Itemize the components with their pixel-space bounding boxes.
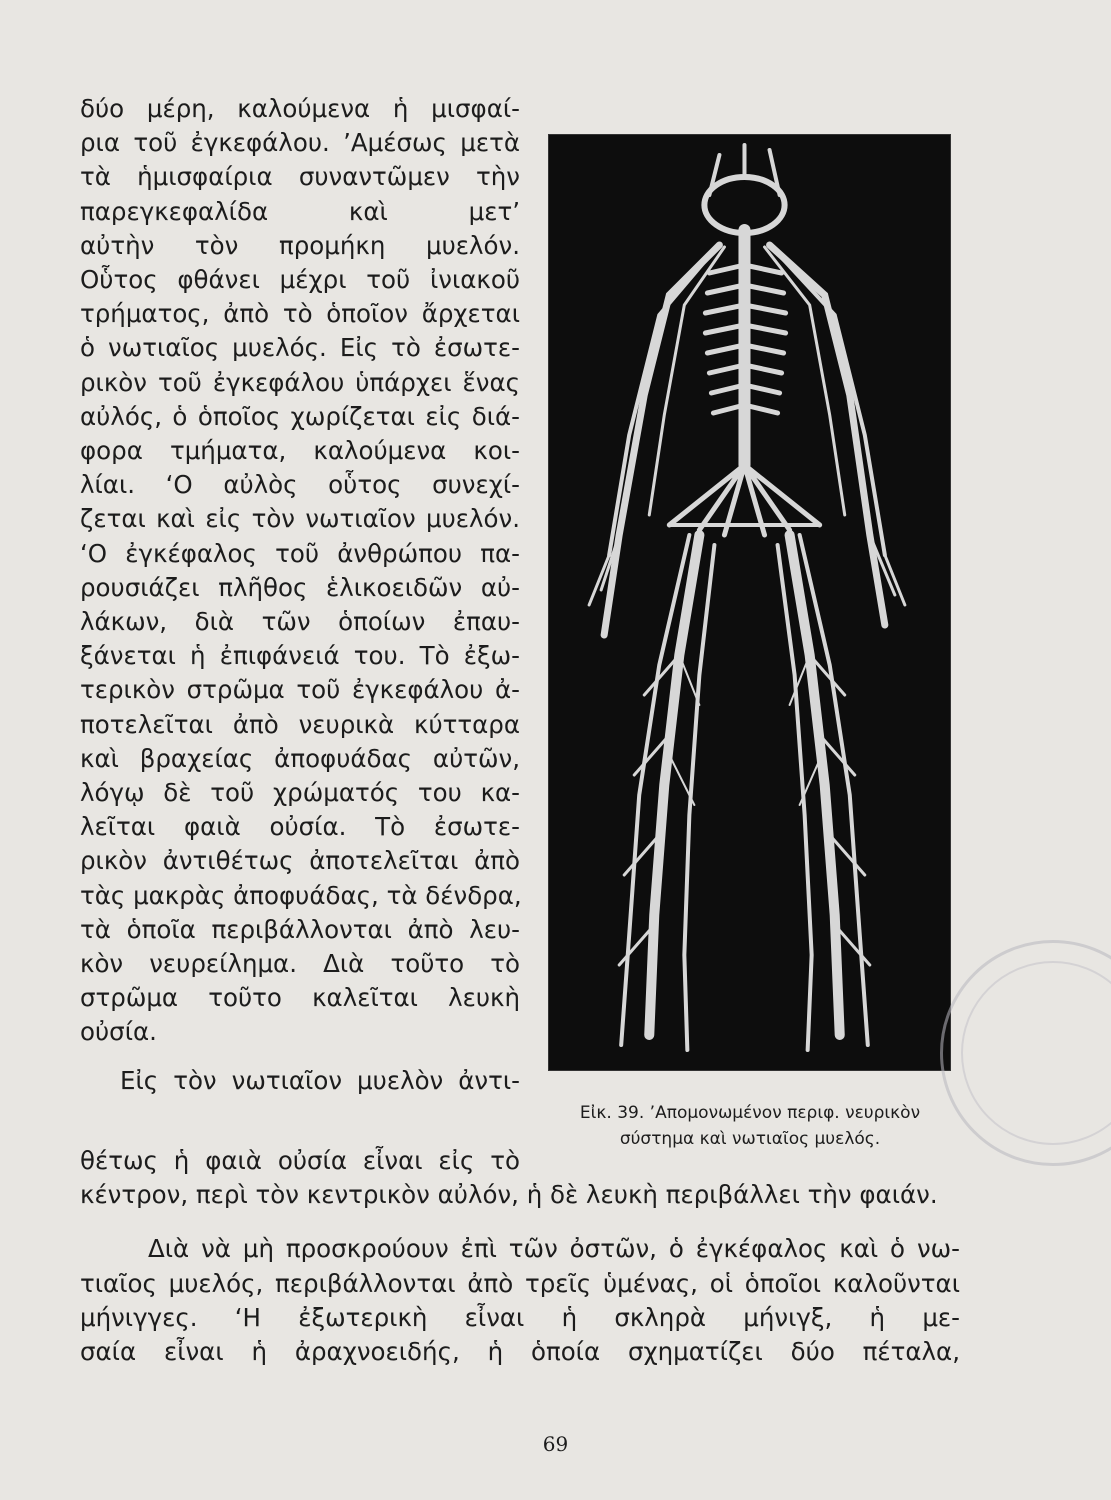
text-line: ζεται καὶ εἰς τὸν νωτιαῖον μυελόν. bbox=[80, 504, 520, 534]
text-line: οὐσία. bbox=[80, 1017, 157, 1047]
text-line: παρεγκεφαλίδα καὶ μετ’ bbox=[80, 196, 520, 226]
text-line: Οὗτος φθάνει μέχρι τοῦ ἰνιακοῦ bbox=[80, 265, 520, 295]
text-line: λόγῳ δὲ τοῦ χρώματός του κα- bbox=[80, 778, 520, 808]
text-line: σαία εἶναι ἡ ἀραχνοειδής, ἡ ὁποία σχηματίζει δύο πέταλα, bbox=[80, 1337, 960, 1367]
text-line: θέτως ἡ φαιὰ οὐσία εἶναι εἰς τὸ bbox=[80, 1146, 520, 1175]
page-number: 69 bbox=[542, 1432, 569, 1456]
paragraph-start-line: Εἰς τὸν νωτιαῖον μυελὸν ἀντι- bbox=[120, 1065, 520, 1095]
text-line: κέντρον, περὶ τὸν κεντρικὸν αὐλόν, ἡ δὲ λευκὴ περιβάλλει τὴν φαιάν. bbox=[80, 1180, 938, 1210]
text-line: δύο μέρη, καλούμενα ἡ μισφαί- bbox=[80, 94, 520, 123]
text-line: μήνιγγες. ‘Η ἐξωτερικὴ εἶναι ἡ σκληρὰ μήνιγξ, ἡ με- bbox=[80, 1302, 960, 1332]
text-line: λάκων, διὰ τῶν ὁποίων ἐπαυ- bbox=[80, 607, 520, 637]
text-line: αὐτὴν τὸν προμήκη μυελόν. bbox=[80, 230, 520, 260]
text-line: Διὰ νὰ μὴ προσκρούουν ἐπὶ τῶν ὀστῶν, ὁ ἐγκέφαλος καὶ ὁ νω- bbox=[148, 1234, 960, 1264]
text-line: ξάνεται ἡ ἐπιφάνειά του. Τὸ ἐξω- bbox=[80, 641, 520, 671]
text-line: ποτελεῖται ἀπὸ νευρικὰ κύτταρα bbox=[80, 709, 520, 739]
text-line: ρικὸν τοῦ ἐγκεφάλου ὑπάρχει ἕνας bbox=[80, 367, 520, 397]
text-line: στρῶμα τοῦτο καλεῖται λευκὴ bbox=[80, 983, 520, 1013]
stamp-inner-ring bbox=[961, 961, 1111, 1145]
text-line: ρουσιάζει πλῆθος ἑλικοειδῶν αὐ- bbox=[80, 572, 520, 602]
left-column-text bbox=[80, 92, 520, 1098]
text-line: ρια τοῦ ἐγκεφάλου. ’Αμέσως μετὰ bbox=[80, 128, 520, 158]
text-line: τὰ ἡμισφαίρια συναντῶμεν τὴν bbox=[80, 162, 520, 192]
text-line: τρήματος, ἀπὸ τὸ ὁποῖον ἄρχεται bbox=[80, 299, 520, 329]
text-line: κὸν νευρείλημα. Διὰ τοῦτο τὸ bbox=[80, 949, 520, 979]
text-line: καὶ βραχείας ἀποφυάδας αὐτῶν, bbox=[80, 743, 520, 773]
text-line: ‘Ο ἐγκέφαλος τοῦ ἀνθρώπου πα- bbox=[80, 538, 520, 568]
nervous-system-figure bbox=[548, 134, 951, 1071]
text-line: τιαῖος μυελός, περιβάλλονται ἀπὸ τρεῖς ὑμένας, οἱ ὁποῖοι καλοῦνται bbox=[80, 1268, 960, 1298]
text-line: ρικὸν ἀντιθέτως ἀποτελεῖται ἀπὸ bbox=[80, 846, 520, 876]
caption-line: σύστημα καὶ νωτιαῖος μυελός. bbox=[619, 1129, 881, 1149]
text-line: φορα τμήματα, καλούμενα κοι- bbox=[80, 436, 520, 466]
text-line: τερικὸν στρῶμα τοῦ ἐγκεφάλου ἀ- bbox=[80, 675, 520, 705]
library-stamp bbox=[940, 940, 1111, 1166]
text-line: ὁ νωτιαῖος μυελός. Εἰς τὸ ἐσωτε- bbox=[80, 333, 520, 363]
full-width-text bbox=[80, 1144, 960, 1369]
text-line: λίαι. ‘Ο αὐλὸς οὗτος συνεχί- bbox=[80, 470, 520, 500]
text-line: αὐλός, ὁ ὁποῖος χωρίζεται εἰς διά- bbox=[80, 401, 520, 431]
text-line: λεῖται φαιὰ οὐσία. Τὸ ἐσωτε- bbox=[80, 812, 520, 842]
text-line: τὰ ὁποῖα περιβάλλονται ἀπὸ λευ- bbox=[80, 914, 520, 944]
text-line: τὰς μακρὰς ἀποφυάδας, τὰ δένδρα, bbox=[80, 880, 522, 910]
nervous-system-illustration bbox=[549, 135, 950, 1070]
caption-line: Εἰκ. 39. ’Απομονωμένον περιφ. νευρικὸν bbox=[579, 1103, 921, 1123]
paragraph-gap bbox=[80, 1212, 960, 1232]
